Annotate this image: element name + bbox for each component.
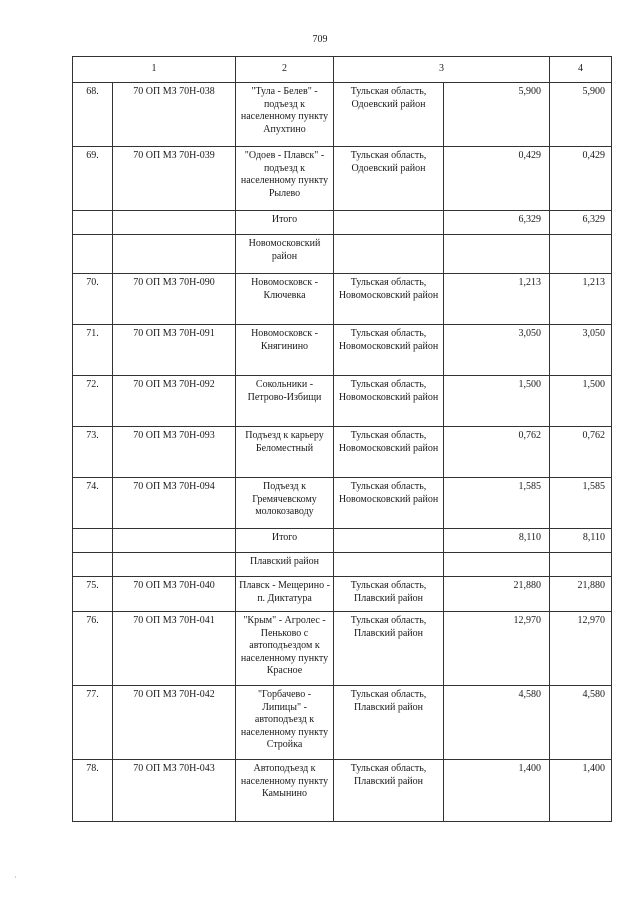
row-number: 71. xyxy=(73,325,113,376)
table-row xyxy=(73,147,612,211)
header-col-4: 4 xyxy=(550,57,612,83)
row-number: 78. xyxy=(73,760,113,822)
road-length-value xyxy=(550,553,612,577)
row-number: 74. xyxy=(73,478,113,529)
section-row xyxy=(73,553,612,577)
road-length-total: 1,213 xyxy=(444,274,550,325)
road-code xyxy=(113,553,236,577)
road-code: 70 ОП МЗ 70Н-041 xyxy=(113,612,236,686)
road-region: Тульская область, Плавский район xyxy=(334,612,444,686)
table-row xyxy=(73,83,612,147)
table-row xyxy=(73,274,612,325)
road-name: "Одоев - Плавск" - подъезд к населенному пункту Рылево xyxy=(236,147,334,211)
road-code: 70 ОП МЗ 70Н-093 xyxy=(113,427,236,478)
row-number: 68. xyxy=(73,83,113,147)
row-number: 72. xyxy=(73,376,113,427)
roads-table xyxy=(72,56,612,822)
road-region xyxy=(334,553,444,577)
road-code: 70 ОП МЗ 70Н-038 xyxy=(113,83,236,147)
road-region xyxy=(334,529,444,553)
row-number xyxy=(73,529,113,553)
row-number xyxy=(73,211,113,235)
road-length-total: 5,900 xyxy=(444,83,550,147)
road-region: Тульская область, Одоевский район xyxy=(334,147,444,211)
road-name: Сокольники - Петрово-Избищи xyxy=(236,376,334,427)
road-name: Новомосковский район xyxy=(236,235,334,274)
road-region: Тульская область, Плавский район xyxy=(334,760,444,822)
road-length-value: 12,970 xyxy=(550,612,612,686)
road-name: Итого xyxy=(236,529,334,553)
road-code: 70 ОП МЗ 70Н-092 xyxy=(113,376,236,427)
row-number: 77. xyxy=(73,686,113,760)
road-region: Тульская область, Новомосковский район xyxy=(334,478,444,529)
road-length-value: 6,329 xyxy=(550,211,612,235)
road-length-total: 8,110 xyxy=(444,529,550,553)
road-length-total: 12,970 xyxy=(444,612,550,686)
road-length-value: 21,880 xyxy=(550,577,612,612)
road-name: Плавский район xyxy=(236,553,334,577)
row-number xyxy=(73,553,113,577)
total-row xyxy=(73,211,612,235)
road-length-value: 8,110 xyxy=(550,529,612,553)
row-number: 70. xyxy=(73,274,113,325)
road-region: Тульская область, Новомосковский район xyxy=(334,376,444,427)
header-col-3: 3 xyxy=(334,57,550,83)
road-code xyxy=(113,235,236,274)
road-length-total xyxy=(444,553,550,577)
road-length-total: 1,585 xyxy=(444,478,550,529)
road-length-total: 0,429 xyxy=(444,147,550,211)
header-col-1: 1 xyxy=(73,57,236,83)
road-length-value: 1,585 xyxy=(550,478,612,529)
road-region: Тульская область, Новомосковский район xyxy=(334,325,444,376)
road-code: 70 ОП МЗ 70Н-090 xyxy=(113,274,236,325)
road-region: Тульская область, Одоевский район xyxy=(334,83,444,147)
road-code xyxy=(113,529,236,553)
road-region xyxy=(334,235,444,274)
road-code: 70 ОП МЗ 70Н-043 xyxy=(113,760,236,822)
road-length-value: 0,429 xyxy=(550,147,612,211)
row-number: 69. xyxy=(73,147,113,211)
road-length-total: 1,400 xyxy=(444,760,550,822)
road-code: 70 ОП МЗ 70Н-042 xyxy=(113,686,236,760)
road-region xyxy=(334,211,444,235)
table-row xyxy=(73,427,612,478)
road-length-total: 0,762 xyxy=(444,427,550,478)
road-code xyxy=(113,211,236,235)
road-name: Итого xyxy=(236,211,334,235)
table-row xyxy=(73,325,612,376)
road-length-value: 0,762 xyxy=(550,427,612,478)
header-col-2: 2 xyxy=(236,57,334,83)
road-length-value: 5,900 xyxy=(550,83,612,147)
road-name: "Крым" - Агролес - Пеньково с автоподъездом к населенному пункту Красное xyxy=(236,612,334,686)
road-length-value xyxy=(550,235,612,274)
road-length-total: 6,329 xyxy=(444,211,550,235)
road-length-value: 1,400 xyxy=(550,760,612,822)
road-code: 70 ОП МЗ 70Н-040 xyxy=(113,577,236,612)
road-code: 70 ОП МЗ 70Н-094 xyxy=(113,478,236,529)
road-code: 70 ОП МЗ 70Н-091 xyxy=(113,325,236,376)
road-length-total: 3,050 xyxy=(444,325,550,376)
road-length-value: 1,500 xyxy=(550,376,612,427)
table-row xyxy=(73,577,612,612)
table-row xyxy=(73,686,612,760)
table-row xyxy=(73,478,612,529)
road-name: Подъезд к Гремячевскому молокозаводу xyxy=(236,478,334,529)
road-name: Плавск - Мещерино - п. Диктатура xyxy=(236,577,334,612)
road-length-value: 4,580 xyxy=(550,686,612,760)
road-length-total: 21,880 xyxy=(444,577,550,612)
table-row xyxy=(73,612,612,686)
row-number xyxy=(73,235,113,274)
road-name: Новомосковск - Княгинино xyxy=(236,325,334,376)
row-number: 76. xyxy=(73,612,113,686)
road-length-total: 1,500 xyxy=(444,376,550,427)
road-name: Новомосковск - Ключевка xyxy=(236,274,334,325)
road-region: Тульская область, Плавский район xyxy=(334,686,444,760)
road-region: Тульская область, Новомосковский район xyxy=(334,427,444,478)
road-length-total xyxy=(444,235,550,274)
road-name: "Тула - Белев" - подъезд к населенному пункту Апухтино xyxy=(236,83,334,147)
road-length-value: 1,213 xyxy=(550,274,612,325)
table-row xyxy=(73,760,612,822)
row-number: 75. xyxy=(73,577,113,612)
road-name: Подъезд к карьеру Беломестный xyxy=(236,427,334,478)
road-name: Автоподъезд к населенному пункту Камынино xyxy=(236,760,334,822)
road-region: Тульская область, Новомосковский район xyxy=(334,274,444,325)
row-number: 73. xyxy=(73,427,113,478)
road-name: "Горбачево - Липицы" - автоподъезд к населенному пункту Стройка xyxy=(236,686,334,760)
table-row xyxy=(73,376,612,427)
table-header-row xyxy=(73,57,612,83)
section-row xyxy=(73,235,612,274)
total-row xyxy=(73,529,612,553)
scan-mark: · xyxy=(14,873,17,882)
page-number: 709 xyxy=(312,34,328,45)
road-length-total: 4,580 xyxy=(444,686,550,760)
road-code: 70 ОП МЗ 70Н-039 xyxy=(113,147,236,211)
road-length-value: 3,050 xyxy=(550,325,612,376)
road-region: Тульская область, Плавский район xyxy=(334,577,444,612)
